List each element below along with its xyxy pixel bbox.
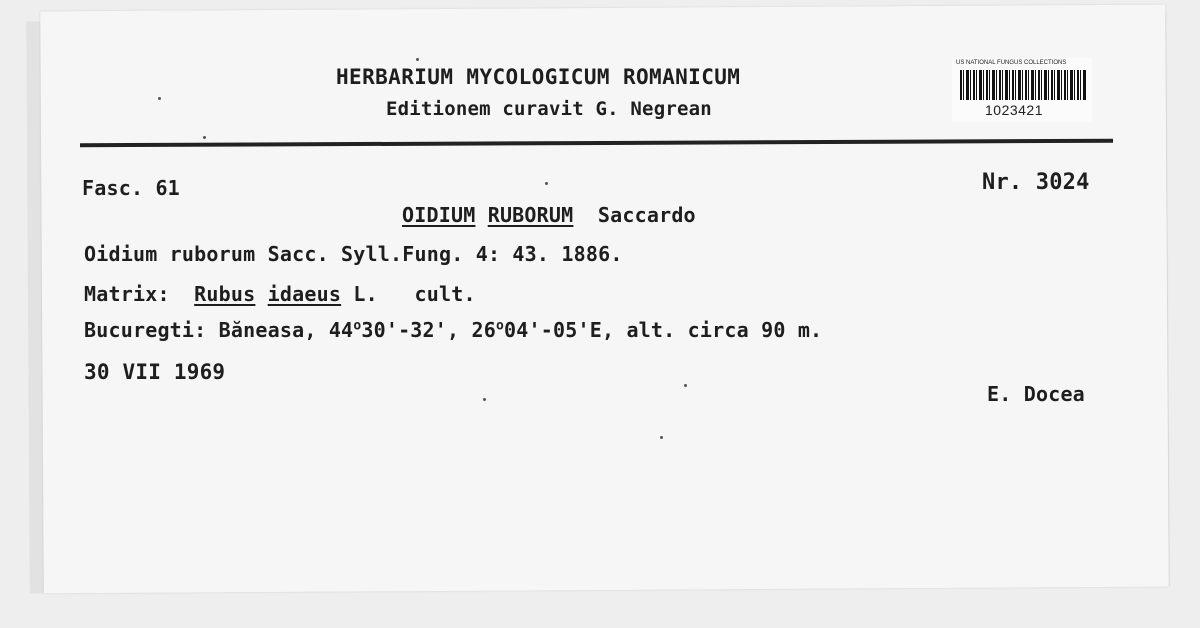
collector-name: E. Docea [987, 382, 1085, 406]
paper-speck [203, 136, 206, 139]
locality-lat-minutes: 30'-32', 26 [361, 318, 496, 342]
degree-symbol: o [353, 318, 362, 334]
synonym-citation: Oidium ruborum Sacc. Syll.Fung. 4: 43. 1886. [84, 242, 623, 266]
specimen-barcode [952, 58, 1092, 122]
host-epithet: idaeus [267, 282, 342, 306]
matrix-line [84, 282, 476, 306]
host-genus: Rubus [194, 282, 256, 306]
collection-date: 30 VII 1969 [84, 360, 226, 384]
locality-rest: 04'-05'E, alt. circa 90 m. [504, 318, 823, 342]
fascicle-number: Fasc. 61 [82, 176, 180, 200]
paper-speck [545, 182, 548, 185]
matrix-label: Matrix: [84, 282, 170, 306]
paper-speck [483, 398, 486, 401]
locality-prefix: Bucuregti: Băneasa, 44 [84, 318, 354, 342]
species-name [402, 203, 696, 227]
paper-speck [684, 384, 687, 387]
specimen-number: Nr. 3024 [982, 170, 1090, 195]
species-epithet: RUBORUM [487, 203, 574, 227]
host-rest: L. cult. [353, 282, 476, 306]
species-author: Saccardo [597, 203, 696, 227]
degree-symbol: o [496, 318, 505, 334]
species-genus: OIDIUM [402, 203, 476, 227]
locality-line [84, 318, 822, 342]
herbarium-editor-line: Editionem curavit G. Negrean [386, 98, 712, 120]
barcode-caption: US NATIONAL FUNGUS COLLECTIONS [956, 60, 1067, 66]
paper-speck [158, 97, 161, 100]
barcode-bars [960, 70, 1086, 100]
paper-speck [660, 436, 663, 439]
paper-speck [416, 58, 419, 61]
herbarium-title: HERBARIUM MYCOLOGICUM ROMANICUM [336, 65, 741, 89]
barcode-number: 1023421 [985, 102, 1044, 118]
